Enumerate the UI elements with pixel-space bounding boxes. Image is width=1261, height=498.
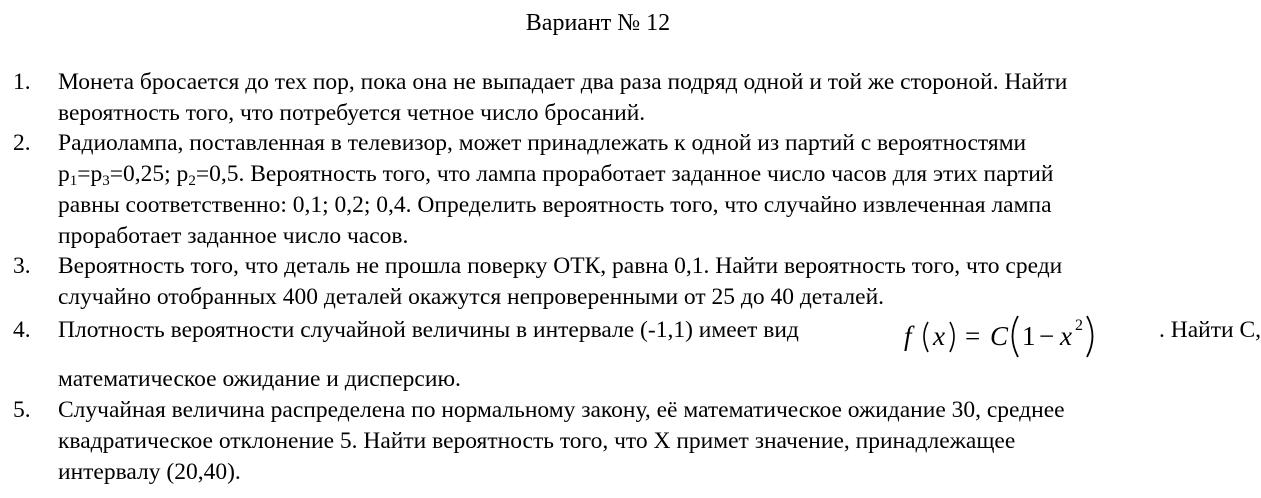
task-line: квадратическое отклонение 5. Найти вероятность того, что Х примет значение, принадлежащее [58,428,1016,454]
big-left-paren [1013,316,1019,357]
text-run: =0,5. Вероятность того, что лампа проработает заданное число часов для этих партий [195,161,1054,187]
variant-title: Вариант № 12 [525,10,671,36]
left-paren [924,322,928,352]
task-text [58,128,1223,252]
formula-x-squared: x [1060,321,1072,351]
task-text [58,251,1223,313]
formula-c: C [990,321,1009,351]
task-line: вероятность того, что потребуется четное число бросаний. [58,100,646,126]
task-line-tail: . Найти С, [1159,317,1261,343]
text-run: =0,25; p [109,161,189,187]
task-line: интервалу (20,40). [58,459,241,485]
density-formula [898,310,1158,360]
task-number: 5. [13,397,31,423]
formula-minus: − [1039,321,1055,351]
task-number: 2. [13,130,31,156]
subscript: 3 [102,173,110,189]
formula-one: 1 [1022,321,1036,351]
right-paren [950,322,954,352]
task-line: Радиолампа, поставленная в телевизор, может принадлежать к одной из партий с вероятностями [58,130,1027,156]
formula-x: x [933,321,945,351]
task-line: Вероятность того, что деталь не прошла поверку ОТК, равна 0,1. Найти вероятность того, что среди [58,253,1063,279]
task-line: Плотность вероятности случайной величины в интервале (-1,1) имеет вид [58,317,799,343]
formula-line [58,310,1261,364]
subscript: 1 [69,173,78,189]
task-line: математическое ожидание и дисперсию. [58,366,461,392]
formula-exponent: 2 [1075,317,1083,334]
task-line: равны соответственно: 0,1; 0,2; 0,4. Определить вероятность того, что случайно извлеченная лампа [58,192,1052,218]
task-number: 4. [13,317,31,343]
task-number: 1. [13,69,31,95]
task-line: Случайная величина распределена по нормальному закону, её математическое ожидание 30, среднее [58,397,1065,423]
task-text [58,310,1261,395]
task-line-probabilities [58,159,1223,190]
big-right-paren [1087,316,1093,357]
task-line: случайно отобранных 400 деталей окажутся непроверенными от 25 до 40 деталей. [58,284,885,310]
task-text [58,67,1223,129]
text-run: =p [77,161,103,187]
task-number: 3. [13,253,31,279]
subscript: 2 [188,173,196,189]
formula-f: f [904,321,912,351]
formula-equals: = [965,321,981,351]
task-line: проработает заданное число часов. [58,223,409,249]
task-line: Монета бросается до тех пор, пока она не выпадает два раза подряд одной и той же стороной. Найти [58,69,1068,95]
text-run: p [58,161,70,187]
task-text [58,395,1223,488]
